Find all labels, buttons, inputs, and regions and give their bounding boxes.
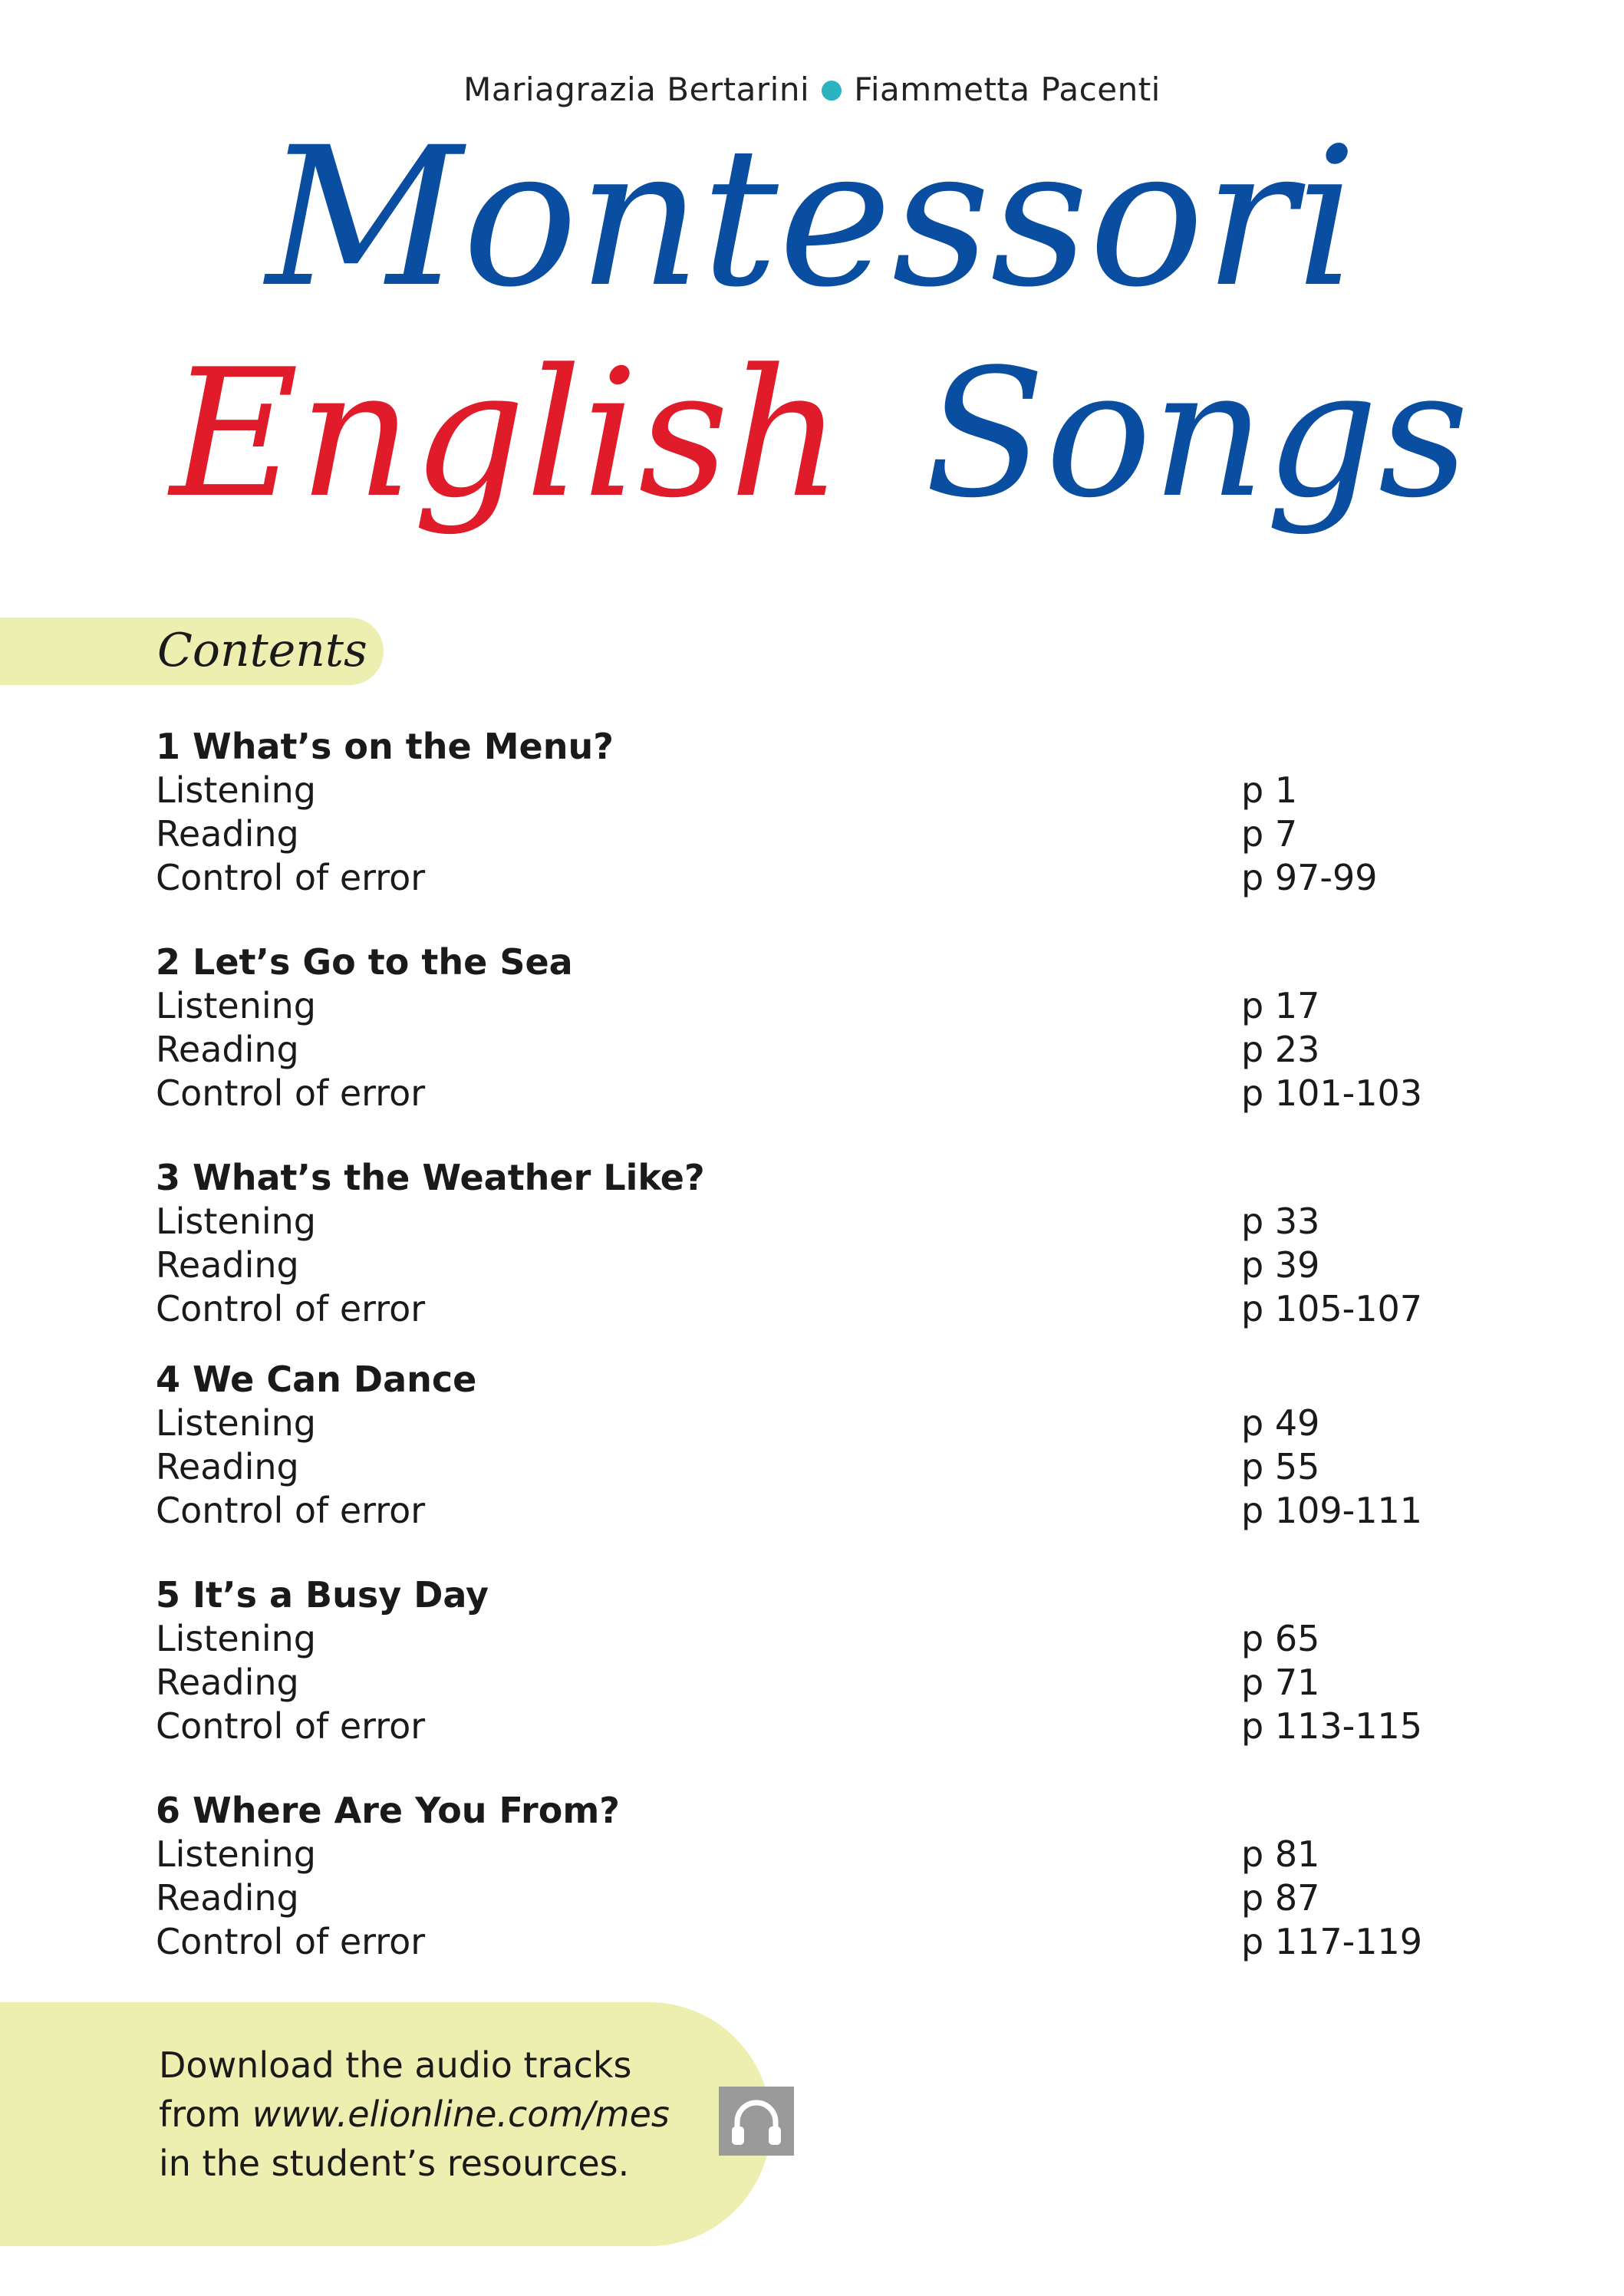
toc-row [156, 1402, 1460, 1445]
toc-row [156, 812, 1460, 856]
toc-row [156, 1833, 1460, 1876]
row-page: p 105-107 [1241, 1288, 1423, 1329]
row-label: Control of error [156, 1288, 426, 1329]
row-label: Control of error [156, 1921, 426, 1962]
toc-section-5 [156, 1573, 1460, 1748]
download-line-2 [159, 2090, 670, 2139]
headphones-icon [719, 2087, 794, 2156]
toc-row [156, 1876, 1460, 1920]
toc-section-4 [156, 1358, 1460, 1533]
row-page: p 55 [1241, 1446, 1320, 1487]
section-title: 5 It’s a Busy Day [156, 1574, 489, 1616]
download-line-1: Download the audio tracks [159, 2044, 632, 2086]
row-page: p 81 [1241, 1833, 1320, 1875]
toc-row [156, 1028, 1460, 1072]
row-page: p 117-119 [1241, 1921, 1423, 1962]
toc-section-2 [156, 940, 1460, 1115]
row-label: Control of error [156, 1705, 426, 1747]
contents-heading: Contents [157, 624, 367, 677]
toc-row [156, 1920, 1460, 1964]
row-label: Reading [156, 813, 299, 855]
row-page: p 7 [1241, 813, 1298, 855]
toc-row [156, 984, 1460, 1028]
download-line-3: in the student’s resources. [159, 2143, 630, 2184]
toc-row [156, 1244, 1460, 1287]
row-label: Reading [156, 1244, 299, 1286]
row-page: p 87 [1241, 1877, 1320, 1919]
author-name: Mariagrazia Bertarini [463, 71, 810, 108]
toc-row [156, 769, 1460, 812]
title-english: English [170, 332, 843, 537]
row-page: p 71 [1241, 1662, 1320, 1703]
row-page: p 113-115 [1241, 1705, 1423, 1747]
row-page: p 39 [1241, 1244, 1320, 1286]
row-page: p 109-111 [1241, 1490, 1423, 1531]
authors-line [0, 71, 1624, 108]
row-page: p 1 [1241, 769, 1298, 811]
toc-row [156, 1617, 1460, 1661]
download-text [159, 2041, 670, 2188]
row-label: Listening [156, 1201, 316, 1242]
toc-row [156, 1200, 1460, 1244]
title-montessori: Montessori [265, 107, 1358, 329]
section-title: 6 Where Are You From? [156, 1790, 620, 1831]
toc-row [156, 1489, 1460, 1533]
row-label: Reading [156, 1029, 299, 1070]
toc-row [156, 1287, 1460, 1331]
row-label: Control of error [156, 857, 426, 898]
section-title: 2 Let’s Go to the Sea [156, 941, 573, 983]
row-label: Reading [156, 1662, 299, 1703]
toc-row [156, 1445, 1460, 1489]
toc-section-1 [156, 725, 1460, 900]
row-page: p 65 [1241, 1618, 1320, 1659]
row-label: Control of error [156, 1072, 426, 1114]
separator-dot-icon: ● [820, 74, 844, 104]
row-page: p 97-99 [1241, 857, 1378, 898]
toc-row [156, 1661, 1460, 1705]
title-songs: Songs [924, 332, 1469, 537]
row-page: p 17 [1241, 985, 1320, 1026]
row-page: p 49 [1241, 1402, 1320, 1444]
section-title: 3 What’s the Weather Like? [156, 1157, 705, 1198]
row-page: p 23 [1241, 1029, 1320, 1070]
row-page: p 101-103 [1241, 1072, 1423, 1114]
toc-section-3 [156, 1156, 1460, 1331]
row-label: Listening [156, 1402, 316, 1444]
toc-row [156, 856, 1460, 900]
toc-row [156, 1072, 1460, 1115]
row-label: Control of error [156, 1490, 426, 1531]
row-label: Listening [156, 1618, 316, 1659]
row-label: Listening [156, 985, 316, 1026]
author-name: Fiammetta Pacenti [854, 71, 1161, 108]
section-title: 4 We Can Dance [156, 1359, 477, 1400]
book-title [0, 107, 1624, 614]
row-label: Listening [156, 769, 316, 811]
row-label: Reading [156, 1446, 299, 1487]
toc-row [156, 1705, 1460, 1748]
section-title: 1 What’s on the Menu? [156, 726, 614, 767]
row-page: p 33 [1241, 1201, 1320, 1242]
row-label: Reading [156, 1877, 299, 1919]
toc-section-6 [156, 1789, 1460, 1964]
row-label: Listening [156, 1833, 316, 1875]
download-url-link[interactable]: www.elionline.com/mes [252, 2093, 670, 2135]
download-line-2-prefix: from [159, 2093, 252, 2135]
